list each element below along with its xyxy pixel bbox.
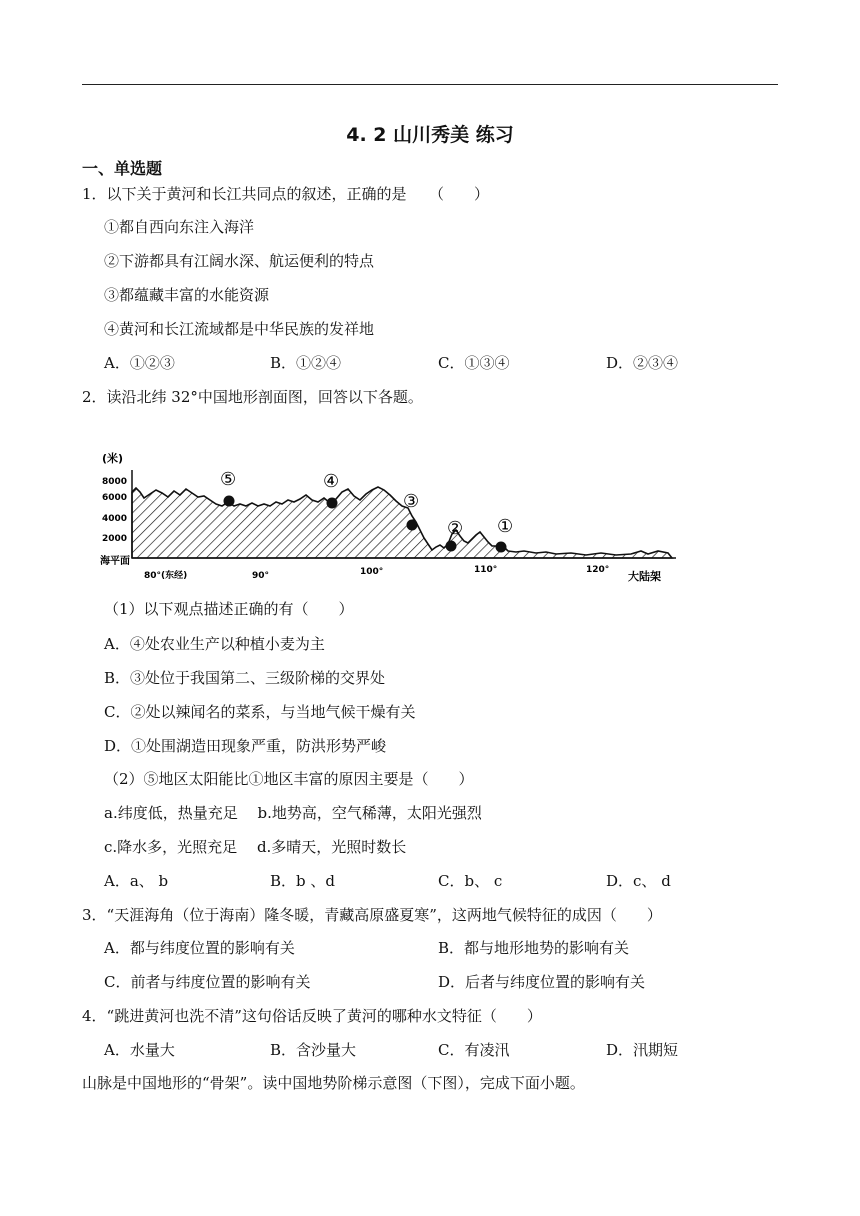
- marker-5: ⑤: [220, 469, 237, 490]
- terrain-profile: [132, 487, 672, 558]
- q2-sub1-stem: （1）以下观点描述正确的有（ ）: [104, 600, 354, 618]
- q2-sub2-option-d[interactable]: D．c、 d: [606, 872, 671, 890]
- q3-option-d[interactable]: D．后者与纬度位置的影响有关: [438, 973, 646, 991]
- q1-option-c[interactable]: C．①③④: [438, 354, 510, 372]
- question-3-stem: 3．“天涯海角（位于海南）隆冬暖，青藏高原盛夏寒”，这两地气候特征的成因（ ）: [82, 906, 662, 924]
- q2-sub2-option-c[interactable]: C．b、 c: [438, 872, 503, 890]
- q4-option-c[interactable]: C．有凌汛: [438, 1041, 510, 1059]
- x-tick-120: 120°: [586, 565, 610, 575]
- q1-option-d[interactable]: D．②③④: [606, 354, 679, 372]
- question-4-stem: 4．“跳进黄河也洗不清”这句俗话反映了黄河的哪种水文特征（ ）: [82, 1007, 542, 1025]
- y-tick-8000: 8000: [102, 477, 128, 487]
- sea-level-label: 海平面: [100, 556, 130, 567]
- marker-4: ④: [323, 471, 340, 492]
- continental-shelf-label: 大陆架: [628, 570, 661, 583]
- q2-sub2-option-b[interactable]: B．b 、d: [270, 872, 335, 890]
- site-2-dot: [446, 541, 457, 552]
- q2-sub1-option-c[interactable]: C．②处以辣闻名的菜系，与当地气候干燥有关: [104, 703, 416, 721]
- x-tick-110: 110°: [474, 565, 498, 575]
- marker-2: ②: [447, 518, 464, 539]
- q4-option-a[interactable]: A．水量大: [104, 1041, 175, 1059]
- q1-item-3: ③都蕴藏丰富的水能资源: [104, 286, 270, 304]
- section-heading: 一、单选题: [82, 159, 163, 178]
- q2-sub1-option-a[interactable]: A．④处农业生产以种植小麦为主: [104, 635, 325, 653]
- page-title: 4. 2 山川秀美 练习: [346, 124, 514, 146]
- terrain-profile-figure: [96, 440, 686, 588]
- x-tick-80: 80°(东经): [144, 571, 188, 581]
- y-tick-4000: 4000: [102, 514, 128, 524]
- q2-sub2-stem: （2）⑤地区太阳能比①地区丰富的原因主要是（ ）: [104, 770, 474, 788]
- q1-item-1: ①都自西向东注入海洋: [104, 218, 255, 236]
- y-tick-2000: 2000: [102, 534, 128, 544]
- marker-3: ③: [403, 491, 420, 512]
- q2-sub1-option-b[interactable]: B．③处位于我国第二、三级阶梯的交界处: [104, 669, 386, 687]
- q3-option-c[interactable]: C．前者与纬度位置的影响有关: [104, 973, 311, 991]
- header-rule: [82, 84, 778, 85]
- question-1-stem: 1．以下关于黄河和长江共同点的叙述，正确的是 （ ）: [82, 185, 490, 203]
- y-unit-label: (米): [102, 452, 124, 465]
- site-3-dot: [407, 520, 418, 531]
- site-5-dot: [224, 496, 235, 507]
- q3-option-a[interactable]: A．都与纬度位置的影响有关: [104, 939, 295, 957]
- site-1-dot: [496, 542, 507, 553]
- x-tick-90: 90°: [252, 571, 270, 581]
- q1-item-2: ②下游都具有江阔水深、航运便利的特点: [104, 252, 375, 270]
- y-tick-6000: 6000: [102, 493, 128, 503]
- marker-1: ①: [497, 516, 514, 537]
- q4-option-d[interactable]: D．汛期短: [606, 1041, 679, 1059]
- question-2-stem: 2．读沿北纬 32°中国地形剖面图，回答以下各题。: [82, 388, 423, 406]
- q2-sub2-choices-ab: a.纬度低，热量充足 b.地势高，空气稀薄，太阳光强烈: [104, 804, 482, 822]
- x-tick-100: 100°: [360, 567, 384, 577]
- q2-sub1-option-d[interactable]: D．①处围湖造田现象严重，防洪形势严峻: [104, 737, 387, 755]
- q1-option-a[interactable]: A．①②③: [104, 354, 175, 372]
- q2-sub2-choices-cd: c.降水多，光照充足 d.多晴天，光照时数长: [104, 838, 407, 856]
- q1-item-4: ④黄河和长江流域都是中华民族的发祥地: [104, 320, 375, 338]
- q1-option-b[interactable]: B．①②④: [270, 354, 342, 372]
- intro-next-question: 山脉是中国地形的“骨架”。读中国地势阶梯示意图（下图），完成下面小题。: [82, 1074, 585, 1092]
- site-4-dot: [327, 498, 338, 509]
- q2-sub2-option-a[interactable]: A．a、 b: [104, 872, 169, 890]
- q3-option-b[interactable]: B．都与地形地势的影响有关: [438, 939, 630, 957]
- q4-option-b[interactable]: B．含沙量大: [270, 1041, 357, 1059]
